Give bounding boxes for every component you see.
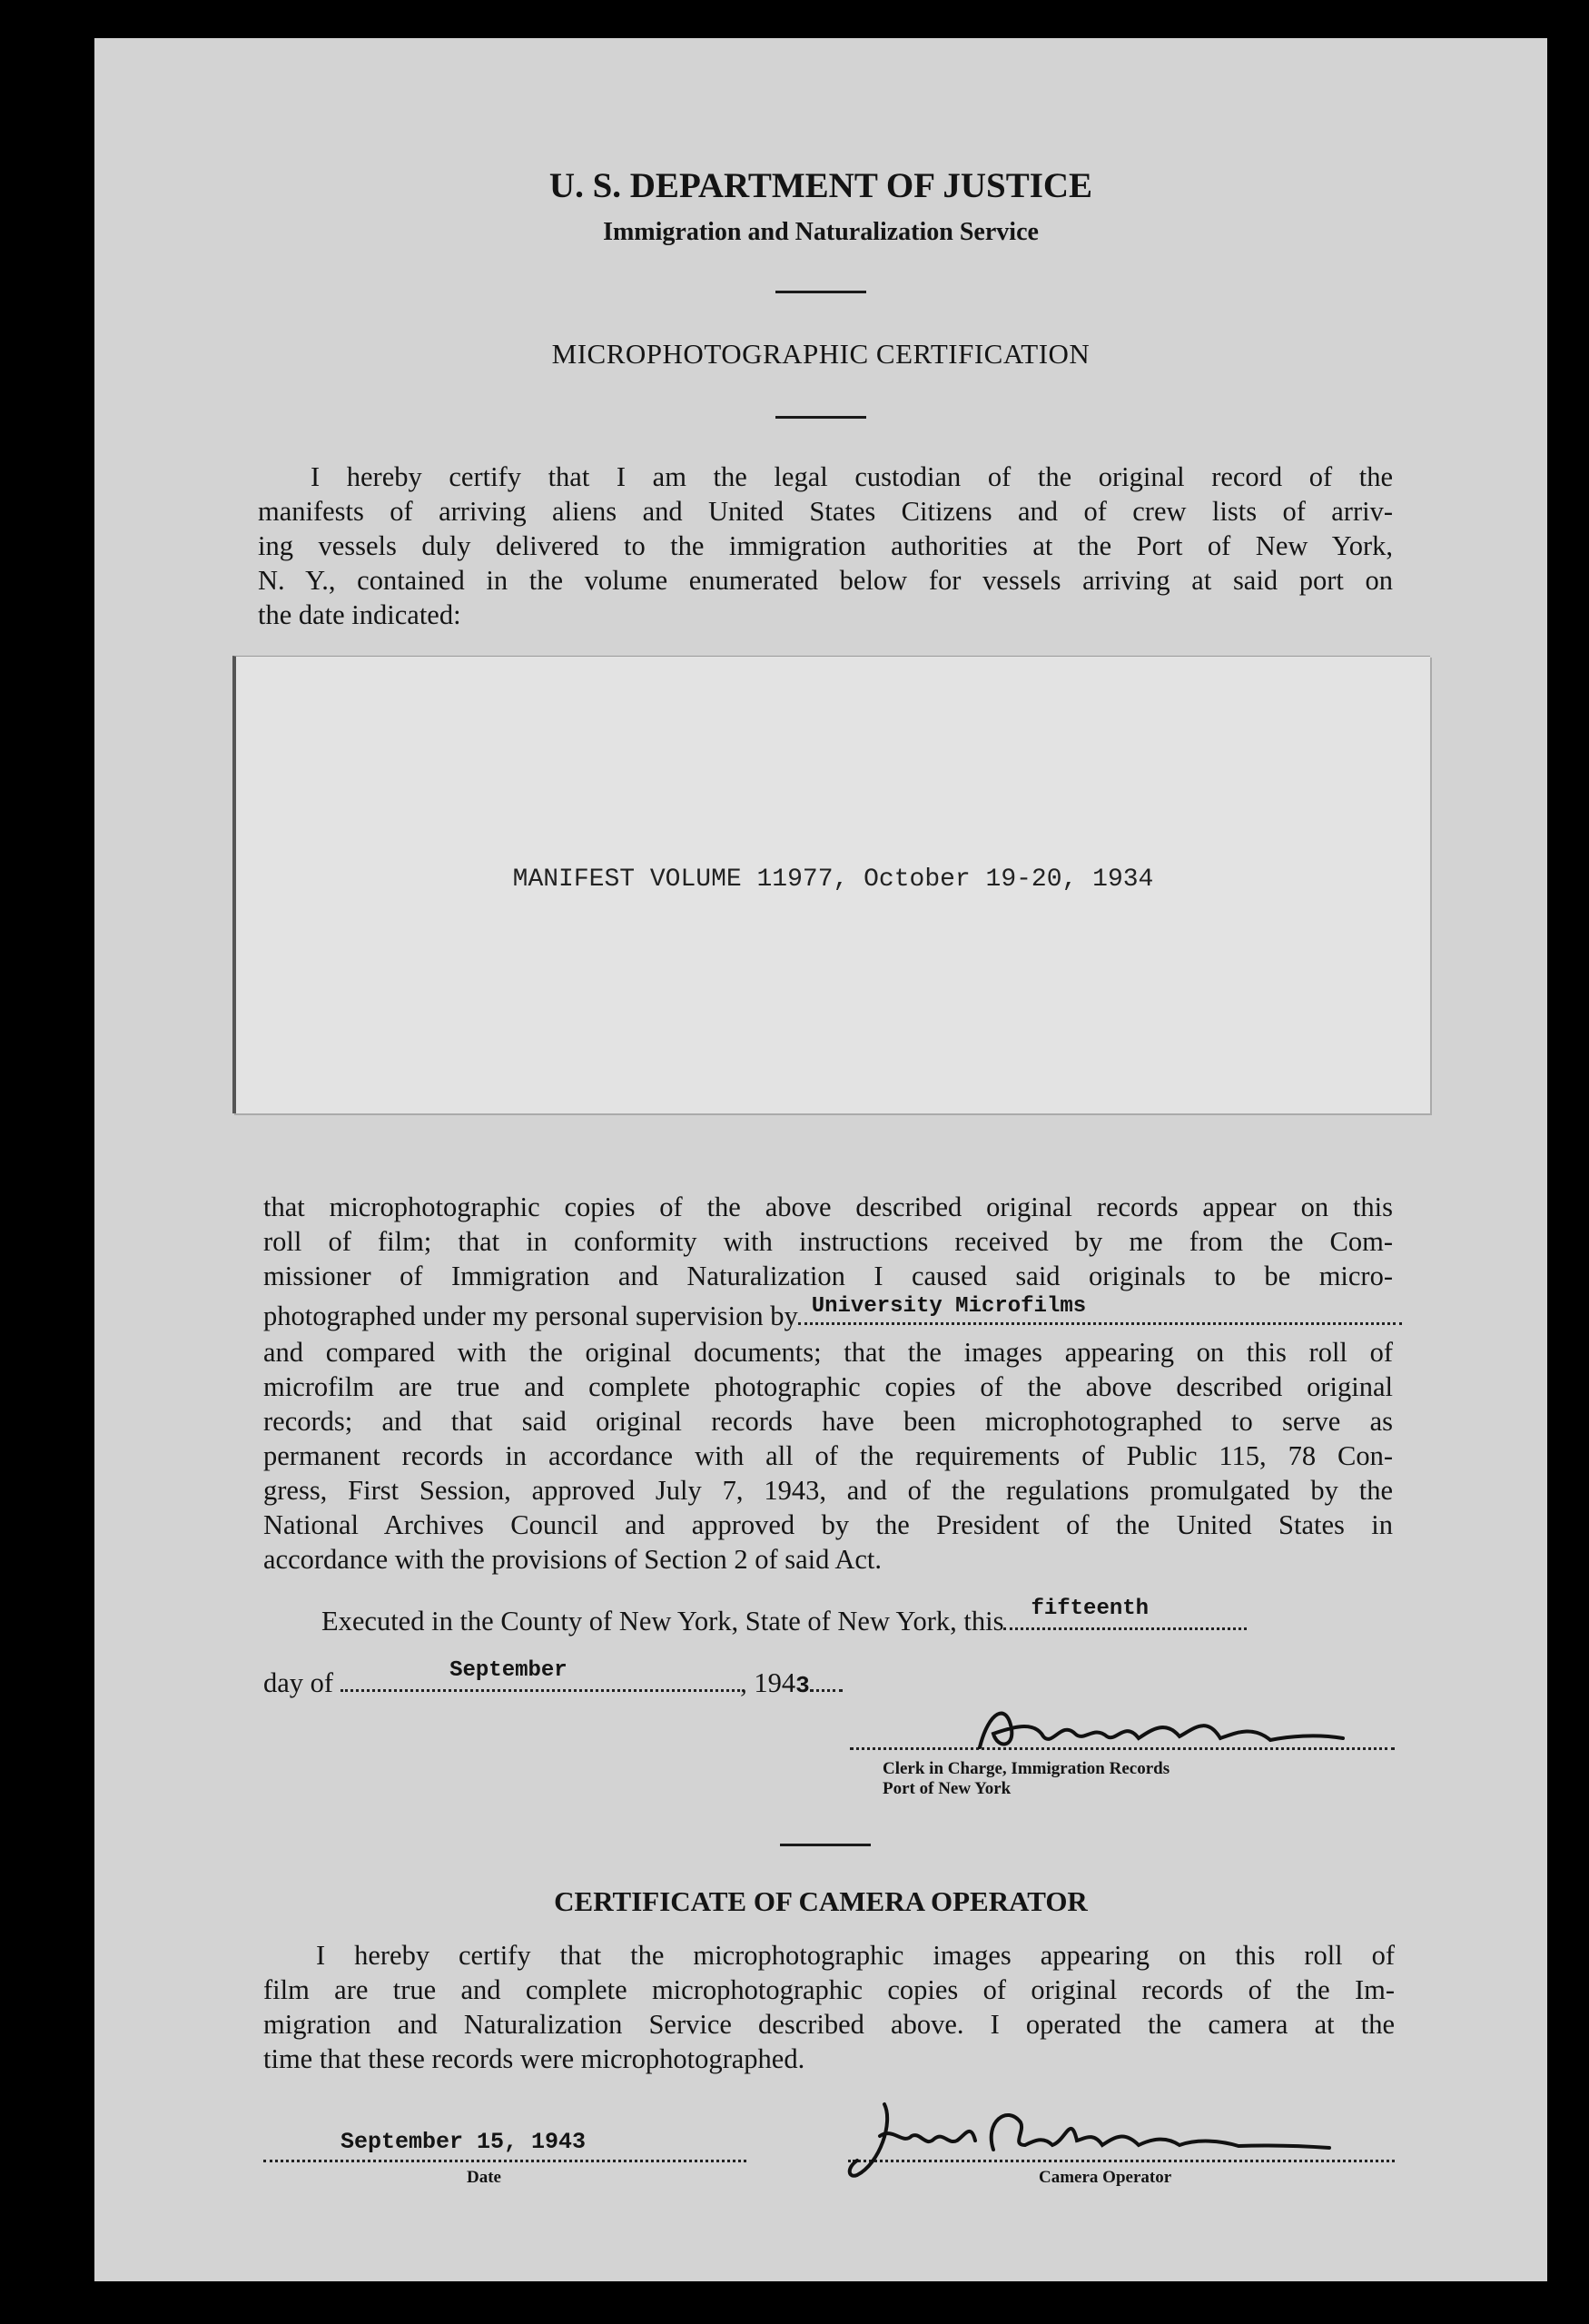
body-line: roll of film; that in conformity with instructions received by me from the Com- [263,1226,1393,1257]
manifest-volume-slip [232,656,1430,1113]
body-line: gress, First Session, approved July 7, 1943, and of the regulations promulgated by the [263,1475,1393,1506]
camera-line: film are true and complete microphotographic copies of original records of the Im- [263,1974,1395,2005]
body-line: National Archives Council and approved by the President of the United States in [263,1509,1393,1540]
supervisor-value: University Microfilms [811,1294,1087,1319]
execution-line [321,1597,1247,1637]
divider [775,291,866,293]
divider [775,416,866,419]
agency-title: U. S. DEPARTMENT OF JUSTICE [548,166,1093,205]
intro-line: I hereby certify that I am the legal custodian of the original record of the [311,461,1393,492]
certificate-sheet [94,38,1547,2281]
body-line: permanent records in accordance with all of the requirements of Public 115, 78 Con- [263,1440,1393,1471]
camera-line: migration and Naturalization Service described above. I operated the camera at the [263,2009,1395,2040]
camera-certificate-title: CERTIFICATE OF CAMERA OPERATOR [554,1885,1088,1917]
intro-line: manifests of arriving aliens and United States Citizens and of crew lists of arriv- [258,496,1393,527]
body-line: missioner of Immigration and Naturalization I caused said originals to be micro- [263,1261,1393,1291]
year-prefix: , 194 [740,1667,796,1698]
camera-line: I hereby certify that the microphotographic images appearing on this roll of [316,1940,1395,1971]
body-line: and compared with the original documents; that the images appearing on this roll of [263,1337,1393,1368]
year-dots [810,1667,843,1692]
camera-line: time that these records were microphotographed. [263,2043,805,2074]
camera-paragraph [263,1938,1395,2076]
supervision-line [263,1294,1393,1335]
month-value: September [449,1658,568,1683]
body-line: accordance with the provisions of Section 2 of said Act. [263,1544,882,1575]
clerk-signature [971,1693,1352,1758]
day-field [1003,1597,1247,1630]
date-field [263,2129,746,2162]
operator-label: Camera Operator [1039,2168,1172,2187]
body-line: that microphotographic copies of the above described original records appear on this [263,1192,1393,1222]
date-label: Date [467,2168,501,2187]
clerk-title-line2: Port of New York [883,1779,1012,1798]
body-line: microfilm are true and complete photographic copies of the above described original [263,1371,1393,1402]
month-field [340,1658,740,1692]
intro-paragraph [258,460,1393,632]
intro-line: N. Y., contained in the volume enumerated below for vessels arriving at said port on [258,565,1393,596]
certification-title: MICROPHOTOGRAPHIC CERTIFICATION [551,338,1091,370]
body-paragraph [263,1190,1393,1577]
clerk-title-line1: Clerk in Charge, Immigration Records [883,1759,1170,1778]
service-subtitle: Immigration and Naturalization Service [603,218,1039,246]
execution-prefix: Executed in the County of New York, State of New York, this [321,1606,1004,1637]
supervisor-field [798,1294,1402,1325]
day-of-label: day of [263,1667,334,1698]
divider [780,1844,871,1846]
intro-line: the date indicated: [258,599,461,630]
day-value: fifteenth [1031,1597,1150,1621]
year-digit: 3 [795,1672,810,1699]
intro-line: ing vessels duly delivered to the immigration authorities at the Port of New York, [258,530,1393,561]
date-line [263,1658,843,1699]
date-value: September 15, 1943 [340,2129,587,2155]
body-line: records; and that said original records have been microphotographed to serve as [263,1406,1393,1437]
supervision-prefix: photographed under my personal supervision by [263,1300,798,1331]
manifest-volume-text: MANIFEST VOLUME 11977, October 19-20, 1934 [512,865,1154,894]
